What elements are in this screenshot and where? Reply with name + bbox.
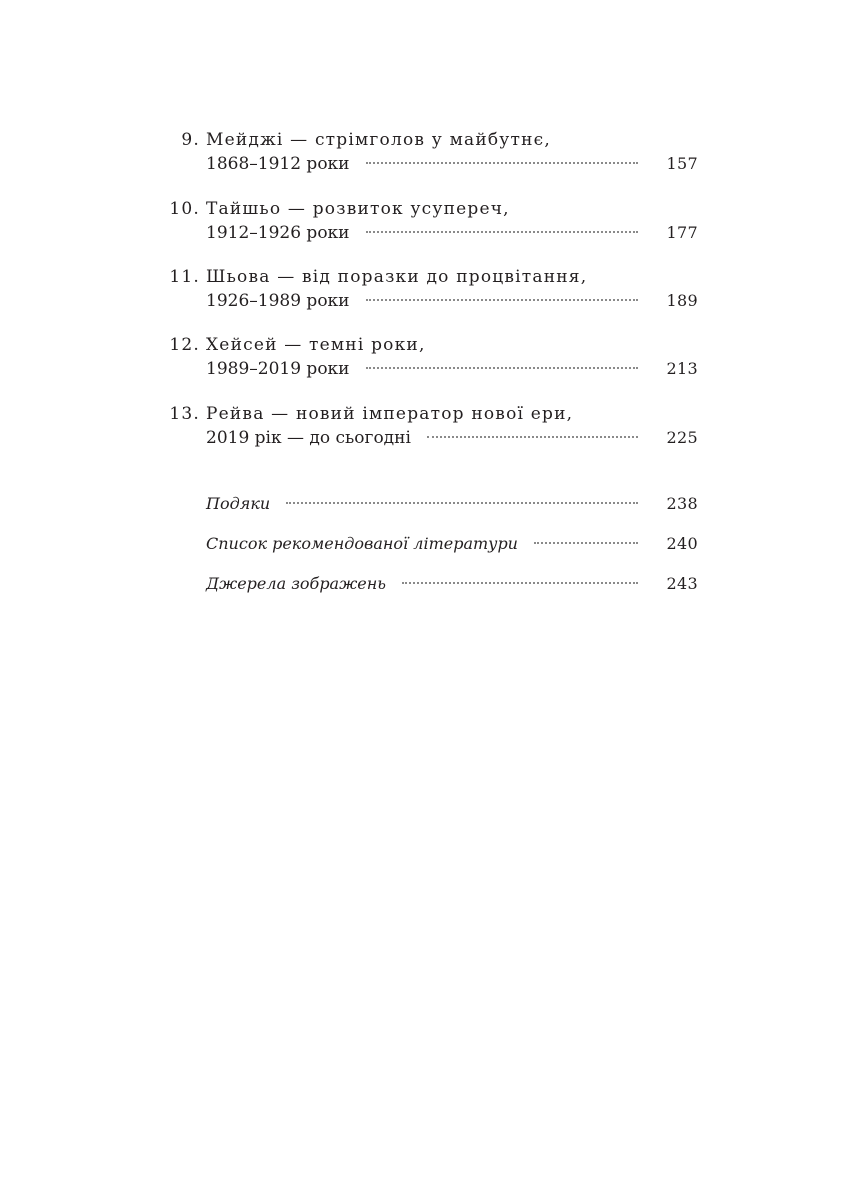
chapter-years: 1926–1989 роки: [206, 291, 350, 311]
dot-leader: [534, 542, 638, 544]
back-matter-title: Джерела зображень: [206, 574, 386, 593]
chapter-years: 1989–2019 роки: [206, 359, 350, 379]
dot-leader: [366, 367, 638, 369]
chapter-title: Тайшьо — розвиток усупереч,: [206, 199, 510, 219]
chapter-years: 2019 рік — до сьогодні: [206, 428, 411, 448]
dot-leader: [286, 502, 638, 504]
dot-leader: [366, 231, 638, 233]
page-number: 243: [666, 574, 698, 593]
dot-leader: [366, 299, 638, 301]
toc-image-sources[interactable]: [206, 572, 698, 596]
back-matter-title: Список рекомендованої літератури: [206, 534, 518, 553]
page-number: 177: [666, 223, 698, 242]
page-number: 157: [666, 154, 698, 173]
toc-chapter-10[interactable]: [0, 197, 849, 267]
chapter-number: 10.: [169, 199, 200, 219]
dot-leader: [427, 436, 638, 438]
toc-acknowledgements[interactable]: [206, 492, 698, 516]
toc-chapter-11[interactable]: [0, 265, 849, 335]
toc-chapter-9[interactable]: [0, 128, 849, 198]
toc-recommended-literature[interactable]: [206, 532, 698, 556]
page-number: 240: [666, 534, 698, 553]
chapter-number: 12.: [169, 335, 200, 355]
chapter-years: 1912–1926 роки: [206, 223, 350, 243]
chapter-number: 13.: [169, 404, 200, 424]
chapter-title: Хейсей — темні роки,: [206, 335, 426, 355]
page-number: 213: [666, 359, 698, 378]
chapter-title: Шьова — від поразки до процвітання,: [206, 267, 588, 287]
chapter-title: Рейва — новий імператор нової ери,: [206, 404, 574, 424]
page-number: 225: [666, 428, 698, 447]
back-matter-title: Подяки: [206, 494, 271, 513]
chapter-number: 11.: [169, 267, 200, 287]
page-number: 238: [666, 494, 698, 513]
dot-leader: [402, 582, 638, 584]
toc-chapter-13[interactable]: [0, 402, 849, 472]
dot-leader: [366, 162, 638, 164]
chapter-years: 1868–1912 роки: [206, 154, 350, 174]
chapter-title: Мейджі — стрімголов у майбутнє,: [206, 130, 551, 150]
page-number: 189: [666, 291, 698, 310]
toc-chapter-12[interactable]: [0, 333, 849, 403]
chapter-number: 9.: [181, 130, 200, 150]
